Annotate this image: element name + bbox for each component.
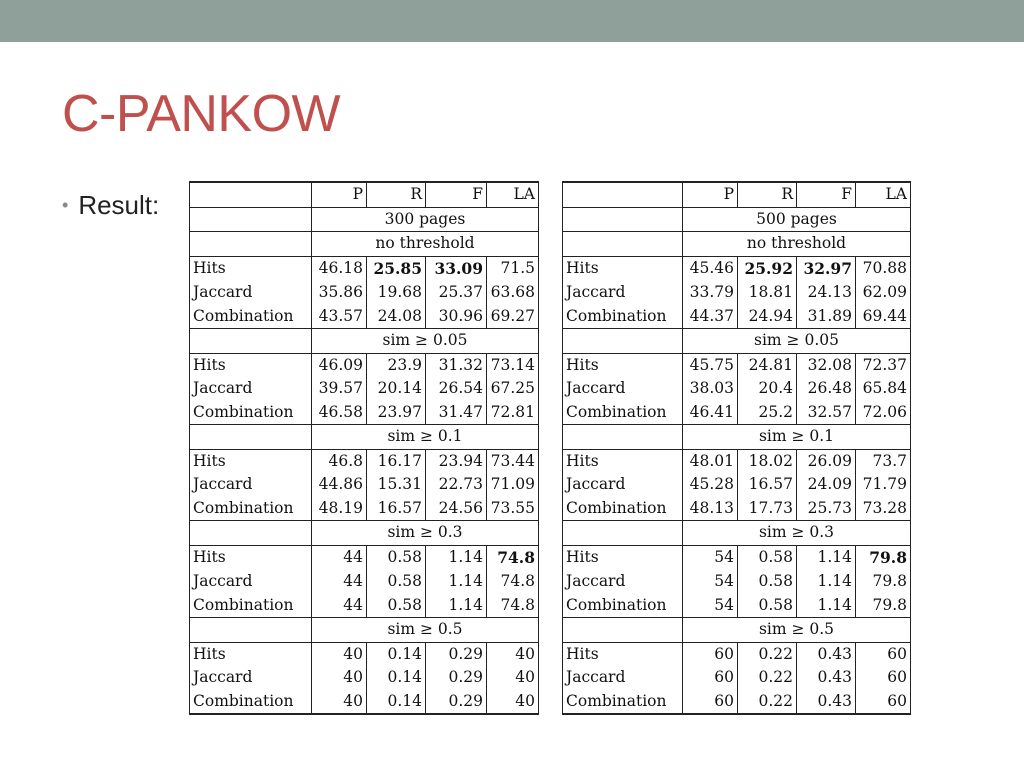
section-label: sim ≥ 0.05: [683, 329, 911, 354]
method-cell: Hits: [193, 644, 226, 663]
section-spacer: [563, 521, 683, 546]
value-cell-f: 32.57: [797, 401, 856, 425]
value-cell-la: 74.8: [487, 570, 539, 594]
method-cell: Jaccard: [193, 475, 253, 493]
value-cell-f: 0.43: [797, 690, 856, 715]
method-cell: Hits: [566, 355, 599, 374]
value-cell-p: 44: [312, 570, 367, 594]
section-spacer: [563, 329, 683, 354]
table-row: [190, 256, 539, 281]
value-cell-f: 25.37: [426, 281, 487, 305]
method-cell: Jaccard: [566, 379, 626, 397]
column-header-la: LA: [856, 182, 911, 207]
section-header-row: [190, 329, 539, 354]
section-label: sim ≥ 0.1: [683, 425, 911, 450]
section-header-row: [563, 521, 911, 546]
value-cell-f: 24.13: [797, 281, 856, 305]
column-header-row: [563, 182, 911, 207]
value-cell-p: 44: [312, 594, 367, 618]
value-cell-f: 31.89: [797, 305, 856, 329]
value-cell-r: 17.73: [738, 497, 797, 521]
value-cell-p: 48.13: [683, 497, 738, 521]
value-cell-r: 16.57: [367, 497, 426, 521]
table-row: [563, 401, 911, 425]
section-header-row: [190, 425, 539, 450]
table-row: [190, 473, 539, 497]
value-cell-r: 0.58: [738, 594, 797, 618]
method-cell: Hits: [193, 548, 226, 566]
value-cell-f: 26.48: [797, 377, 856, 401]
value-cell-la: 70.88: [856, 256, 911, 281]
value-cell-p: 45.28: [683, 473, 738, 497]
value-cell-la: 73.7: [856, 449, 911, 473]
value-cell-p: 33.79: [683, 281, 738, 305]
table-row: [563, 570, 911, 594]
value-cell-p: 38.03: [683, 377, 738, 401]
value-cell-r: 18.02: [738, 449, 797, 473]
method-cell: Jaccard: [566, 572, 626, 590]
bullet-text: Result:: [78, 190, 160, 220]
best-value: 79.8: [869, 547, 907, 567]
table-row: [190, 497, 539, 521]
value-cell-la: 60: [856, 690, 911, 715]
value-cell-r: 24.08: [367, 305, 426, 329]
value-cell-r: 0.58: [367, 570, 426, 594]
value-cell-r: 0.58: [367, 594, 426, 618]
value-cell-f: 30.96: [426, 305, 487, 329]
value-cell-p: 48.19: [312, 497, 367, 521]
caption-row: [563, 207, 911, 232]
column-header-row: [190, 182, 539, 207]
value-cell-p: 60: [683, 666, 738, 690]
table-caption: 500 pages: [683, 207, 911, 232]
value-cell-la: 72.81: [487, 401, 539, 425]
bullet-item: [62, 190, 159, 221]
value-cell-la: 40: [487, 666, 539, 690]
section-spacer: [563, 232, 683, 257]
value-cell-f: 26.09: [797, 449, 856, 473]
table-row: [190, 401, 539, 425]
value-cell-r: 0.58: [738, 570, 797, 594]
method-cell: Hits: [193, 451, 226, 470]
value-cell-la: 79.8: [856, 594, 911, 618]
method-cell: Hits: [193, 355, 226, 374]
value-cell-f: 26.54: [426, 377, 487, 401]
value-cell-f: 1.14: [426, 594, 487, 618]
value-cell-p: 46.58: [312, 401, 367, 425]
table-row: [190, 353, 539, 377]
value-cell-f: 24.09: [797, 473, 856, 497]
table-row: [190, 281, 539, 305]
value-cell-la: 62.09: [856, 281, 911, 305]
value-cell-r: 24.94: [738, 305, 797, 329]
caption-row: [190, 207, 539, 232]
value-cell-la: 63.68: [487, 281, 539, 305]
value-cell-la: 60: [856, 642, 911, 666]
value-cell-la: 69.27: [487, 305, 539, 329]
table-row: [190, 305, 539, 329]
table-row: [190, 666, 539, 690]
value-cell-la: 73.55: [487, 497, 539, 521]
value-cell-p: 48.01: [683, 449, 738, 473]
value-cell-p: 39.57: [312, 377, 367, 401]
slide-title: C-PANKOW: [62, 85, 341, 143]
value-cell-p: 60: [683, 690, 738, 715]
value-cell-p: 60: [683, 642, 738, 666]
section-spacer: [563, 618, 683, 643]
value-cell-r: 0.14: [367, 666, 426, 690]
method-cell: Hits: [566, 259, 599, 277]
value-cell-f: 1.14: [797, 570, 856, 594]
table-row: [190, 449, 539, 473]
value-cell-p: 46.09: [312, 353, 367, 377]
value-cell-r: 18.81: [738, 281, 797, 305]
method-cell: Combination: [190, 690, 312, 715]
method-cell: Combination: [563, 401, 683, 425]
value-cell-f: [426, 256, 487, 281]
method-cell: Jaccard: [193, 283, 253, 301]
value-cell-la: 60: [856, 666, 911, 690]
section-header-row: [190, 618, 539, 643]
value-cell-la: 73.28: [856, 497, 911, 521]
table-row: [563, 256, 911, 281]
value-cell-la: 72.06: [856, 401, 911, 425]
value-cell-r: 0.14: [367, 642, 426, 666]
section-header-row: [563, 425, 911, 450]
value-cell-la: 69.44: [856, 305, 911, 329]
method-cell: Combination: [190, 497, 312, 521]
value-cell-p: 43.57: [312, 305, 367, 329]
value-cell-r: 15.31: [367, 473, 426, 497]
table-row: [563, 594, 911, 618]
value-cell-f: [797, 256, 856, 281]
value-cell-p: 40: [312, 642, 367, 666]
value-cell-p: 46.18: [312, 256, 367, 281]
value-cell-f: 1.14: [797, 594, 856, 618]
value-cell-la: [487, 545, 539, 570]
section-spacer: [563, 425, 683, 450]
value-cell-f: 0.43: [797, 666, 856, 690]
value-cell-r: 25.2: [738, 401, 797, 425]
section-label: no threshold: [683, 232, 911, 257]
table-row: [190, 594, 539, 618]
table-row: [563, 305, 911, 329]
method-cell: Hits: [566, 548, 599, 566]
value-cell-p: 40: [312, 690, 367, 715]
table-caption: 300 pages: [312, 207, 539, 232]
method-cell: Jaccard: [193, 379, 253, 397]
value-cell-r: 0.22: [738, 666, 797, 690]
value-cell-la: 79.8: [856, 570, 911, 594]
section-header-row: [190, 232, 539, 257]
value-cell-f: 1.14: [797, 545, 856, 570]
value-cell-f: 25.73: [797, 497, 856, 521]
table-row: [190, 570, 539, 594]
table-row: [563, 545, 911, 570]
method-cell: Combination: [563, 497, 683, 521]
table-row: [190, 690, 539, 715]
value-cell-r: 16.17: [367, 449, 426, 473]
value-cell-la: 73.14: [487, 353, 539, 377]
method-cell: Jaccard: [193, 572, 253, 590]
bullet-dot-icon: •: [62, 195, 69, 215]
table-row: [563, 642, 911, 666]
value-cell-p: 35.86: [312, 281, 367, 305]
method-cell: Jaccard: [193, 668, 253, 686]
section-header-row: [563, 232, 911, 257]
section-label: sim ≥ 0.5: [312, 618, 539, 643]
value-cell-p: 44.86: [312, 473, 367, 497]
value-cell-p: 45.75: [683, 353, 738, 377]
table-row: [190, 642, 539, 666]
method-cell: Jaccard: [566, 475, 626, 493]
value-cell-p: 44.37: [683, 305, 738, 329]
value-cell-la: 40: [487, 690, 539, 715]
value-cell-r: [367, 256, 426, 281]
section-label: sim ≥ 0.1: [312, 425, 539, 450]
column-header-p: P: [683, 182, 738, 207]
value-cell-r: 20.4: [738, 377, 797, 401]
value-cell-f: 0.43: [797, 642, 856, 666]
column-header-r: R: [738, 182, 797, 207]
value-cell-r: 23.97: [367, 401, 426, 425]
value-cell-p: 44: [312, 545, 367, 570]
section-label: sim ≥ 0.3: [683, 521, 911, 546]
table-row: [563, 353, 911, 377]
section-header-row: [190, 521, 539, 546]
section-header-row: [563, 618, 911, 643]
results-table-500-pages: [562, 181, 911, 715]
value-cell-r: 0.22: [738, 642, 797, 666]
section-spacer: [190, 521, 312, 546]
column-header-f: F: [797, 182, 856, 207]
value-cell-p: 45.46: [683, 256, 738, 281]
value-cell-f: 32.08: [797, 353, 856, 377]
best-value: 32.97: [803, 258, 852, 278]
value-cell-f: 1.14: [426, 570, 487, 594]
best-value: 33.09: [434, 258, 483, 278]
value-cell-la: 65.84: [856, 377, 911, 401]
value-cell-r: 0.58: [367, 545, 426, 570]
table-row: [563, 690, 911, 715]
table-row: [563, 497, 911, 521]
method-cell: Combination: [563, 305, 683, 329]
method-cell: Hits: [566, 644, 599, 663]
section-label: sim ≥ 0.5: [683, 618, 911, 643]
value-cell-f: 31.47: [426, 401, 487, 425]
method-cell: Combination: [563, 594, 683, 618]
value-cell-la: 40: [487, 642, 539, 666]
value-cell-r: 19.68: [367, 281, 426, 305]
column-header-blank: [190, 182, 312, 207]
method-cell: Combination: [190, 401, 312, 425]
value-cell-la: 71.5: [487, 256, 539, 281]
caption-spacer: [190, 207, 312, 232]
method-cell: Hits: [566, 451, 599, 470]
value-cell-p: 46.41: [683, 401, 738, 425]
value-cell-f: 31.32: [426, 353, 487, 377]
value-cell-la: 71.79: [856, 473, 911, 497]
section-label: sim ≥ 0.3: [312, 521, 539, 546]
method-cell: Combination: [190, 594, 312, 618]
method-cell: Combination: [563, 690, 683, 715]
table-row: [563, 473, 911, 497]
column-header-r: R: [367, 182, 426, 207]
value-cell-la: 74.8: [487, 594, 539, 618]
best-value: 25.92: [744, 258, 793, 278]
method-cell: Combination: [190, 305, 312, 329]
section-label: no threshold: [312, 232, 539, 257]
value-cell-f: 22.73: [426, 473, 487, 497]
method-cell: Jaccard: [566, 283, 626, 301]
value-cell-f: 23.94: [426, 449, 487, 473]
value-cell-p: 54: [683, 570, 738, 594]
value-cell-p: 46.8: [312, 449, 367, 473]
value-cell-r: 0.14: [367, 690, 426, 715]
value-cell-f: 24.56: [426, 497, 487, 521]
best-value: 25.85: [373, 258, 422, 278]
section-spacer: [190, 232, 312, 257]
section-spacer: [190, 329, 312, 354]
section-spacer: [190, 425, 312, 450]
top-accent-bar: [0, 0, 1024, 42]
value-cell-r: 16.57: [738, 473, 797, 497]
column-header-p: P: [312, 182, 367, 207]
value-cell-la: 72.37: [856, 353, 911, 377]
section-header-row: [563, 329, 911, 354]
method-cell: Hits: [193, 259, 226, 277]
table-row: [190, 545, 539, 570]
value-cell-p: 54: [683, 594, 738, 618]
value-cell-p: 40: [312, 666, 367, 690]
section-label: sim ≥ 0.05: [312, 329, 539, 354]
value-cell-p: 54: [683, 545, 738, 570]
value-cell-la: 67.25: [487, 377, 539, 401]
value-cell-r: 20.14: [367, 377, 426, 401]
column-header-la: LA: [487, 182, 539, 207]
value-cell-f: 0.29: [426, 690, 487, 715]
value-cell-f: 1.14: [426, 545, 487, 570]
column-header-blank: [563, 182, 683, 207]
section-spacer: [190, 618, 312, 643]
value-cell-r: [738, 256, 797, 281]
value-cell-la: [856, 545, 911, 570]
table-row: [563, 666, 911, 690]
table-row: [190, 377, 539, 401]
table-row: [563, 449, 911, 473]
value-cell-f: 0.29: [426, 666, 487, 690]
table-row: [563, 377, 911, 401]
best-value: 74.8: [497, 547, 535, 567]
table-row: [563, 281, 911, 305]
value-cell-la: 71.09: [487, 473, 539, 497]
column-header-f: F: [426, 182, 487, 207]
value-cell-r: 0.58: [738, 545, 797, 570]
results-table-300-pages: [189, 181, 539, 715]
value-cell-r: 0.22: [738, 690, 797, 715]
value-cell-r: 24.81: [738, 353, 797, 377]
value-cell-la: 73.44: [487, 449, 539, 473]
method-cell: Jaccard: [566, 668, 626, 686]
caption-spacer: [563, 207, 683, 232]
value-cell-r: 23.9: [367, 353, 426, 377]
value-cell-f: 0.29: [426, 642, 487, 666]
